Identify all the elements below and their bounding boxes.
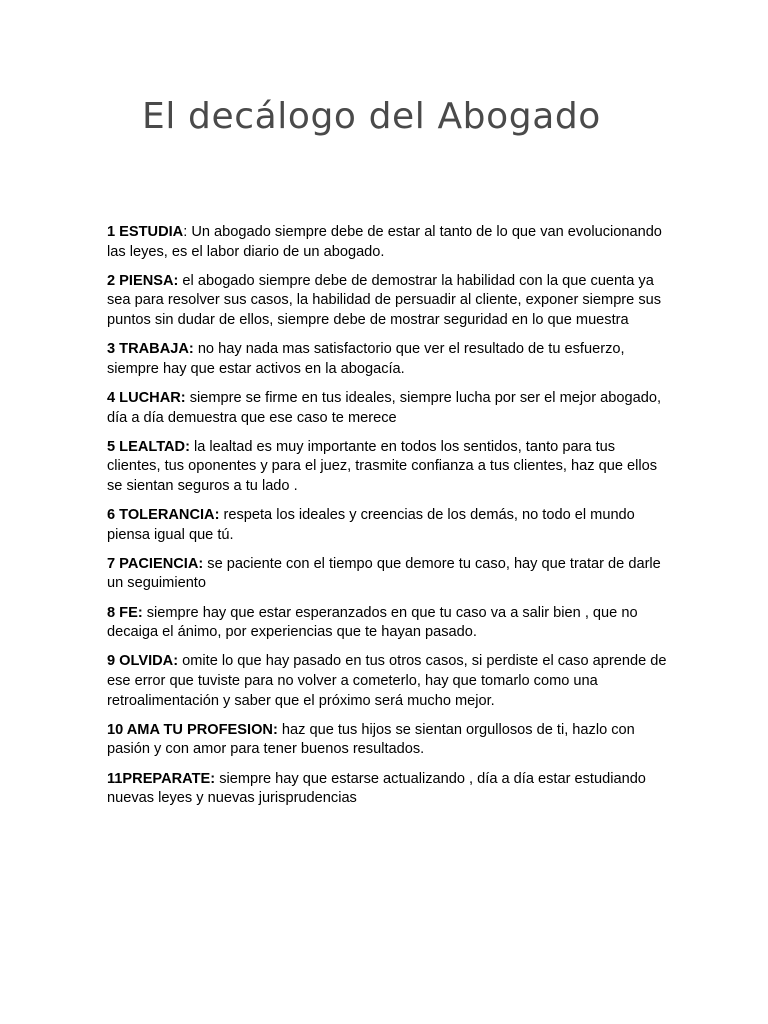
item-text: respeta los ideales y creencias de los demás, no todo el mundo piensa igual que tú. [107, 507, 635, 543]
item-label: 6 TOLERANCIA: [107, 507, 220, 524]
item-text: siempre hay que estar esperanzados en que tu caso va a salir bien , que no decaiga el ánimo, por experiencias que te hayan pasado. [107, 604, 638, 641]
item-text: la lealtad es muy importante en todos los sentidos, tanto para tus clientes, tus oponentes y para el juez, trasmite confianza a tus clientes, haz que ellos se sientan seguros a tu lado . [107, 438, 658, 494]
decalogue-item [107, 506, 667, 545]
decalogue-item [107, 272, 667, 331]
item-text: se paciente con el tiempo que demore tu caso, hay que tratar de darle un seguimiento [107, 555, 661, 592]
item-label: 10 AMA TU PROFESION: [107, 721, 278, 738]
item-label: 5 LEALTAD: [107, 438, 190, 455]
item-text: siempre hay que estarse actualizando , día a día estar estudiando nuevas leyes y nuevas jurisprudencias [107, 770, 646, 807]
decalogue-list [107, 223, 667, 818]
item-label: 8 FE: [107, 604, 143, 621]
document-title: El decálogo del Abogado [142, 96, 601, 137]
item-label: 9 OLVIDA: [107, 653, 179, 670]
item-label: 7 PACIENCIA: [107, 555, 204, 572]
decalogue-item [107, 438, 667, 497]
item-text: haz que tus hijos se sientan orgullosos de ti, hazlo con pasión y con amor para tener buenos resultados. [107, 721, 635, 758]
decalogue-item [107, 770, 667, 809]
item-label: 11PREPARATE: [107, 770, 216, 787]
decalogue-item [107, 652, 667, 711]
item-label: 4 LUCHAR: [107, 389, 186, 406]
item-label: 3 TRABAJA: [107, 341, 194, 358]
decalogue-item [107, 223, 667, 262]
item-text: no hay nada mas satisfactorio que ver el resultado de tu esfuerzo, siempre hay que estar activos en la abogacía. [107, 341, 625, 377]
item-text: : Un abogado siempre debe de estar al tanto de lo que van evolucionando las leyes, es el labor diario de un abogado. [107, 224, 662, 260]
decalogue-item [107, 604, 667, 643]
item-text: siempre se firme en tus ideales, siempre lucha por ser el mejor abogado, día a día demuestra que ese caso te merece [107, 389, 661, 426]
decalogue-item [107, 555, 667, 594]
item-label: 1 ESTUDIA [107, 224, 184, 240]
item-text: omite lo que hay pasado en tus otros casos, si perdiste el caso aprende de ese error que tuviste para no volver a cometerlo, hay que tomarlo como una retroalimentación y saber que el próximo será mucho mejor. [107, 653, 667, 709]
item-label: 2 PIENSA: [107, 272, 179, 289]
decalogue-item [107, 340, 667, 379]
decalogue-item [107, 389, 667, 428]
decalogue-item [107, 721, 667, 760]
item-text: el abogado siempre debe de demostrar la habilidad con la que cuenta ya sea para resolver sus casos, la habilidad de persuadir al cliente, exponer siempre sus puntos sin dudar de ellos, siempre debe de mostrar seguridad en lo que muestra [107, 272, 662, 328]
